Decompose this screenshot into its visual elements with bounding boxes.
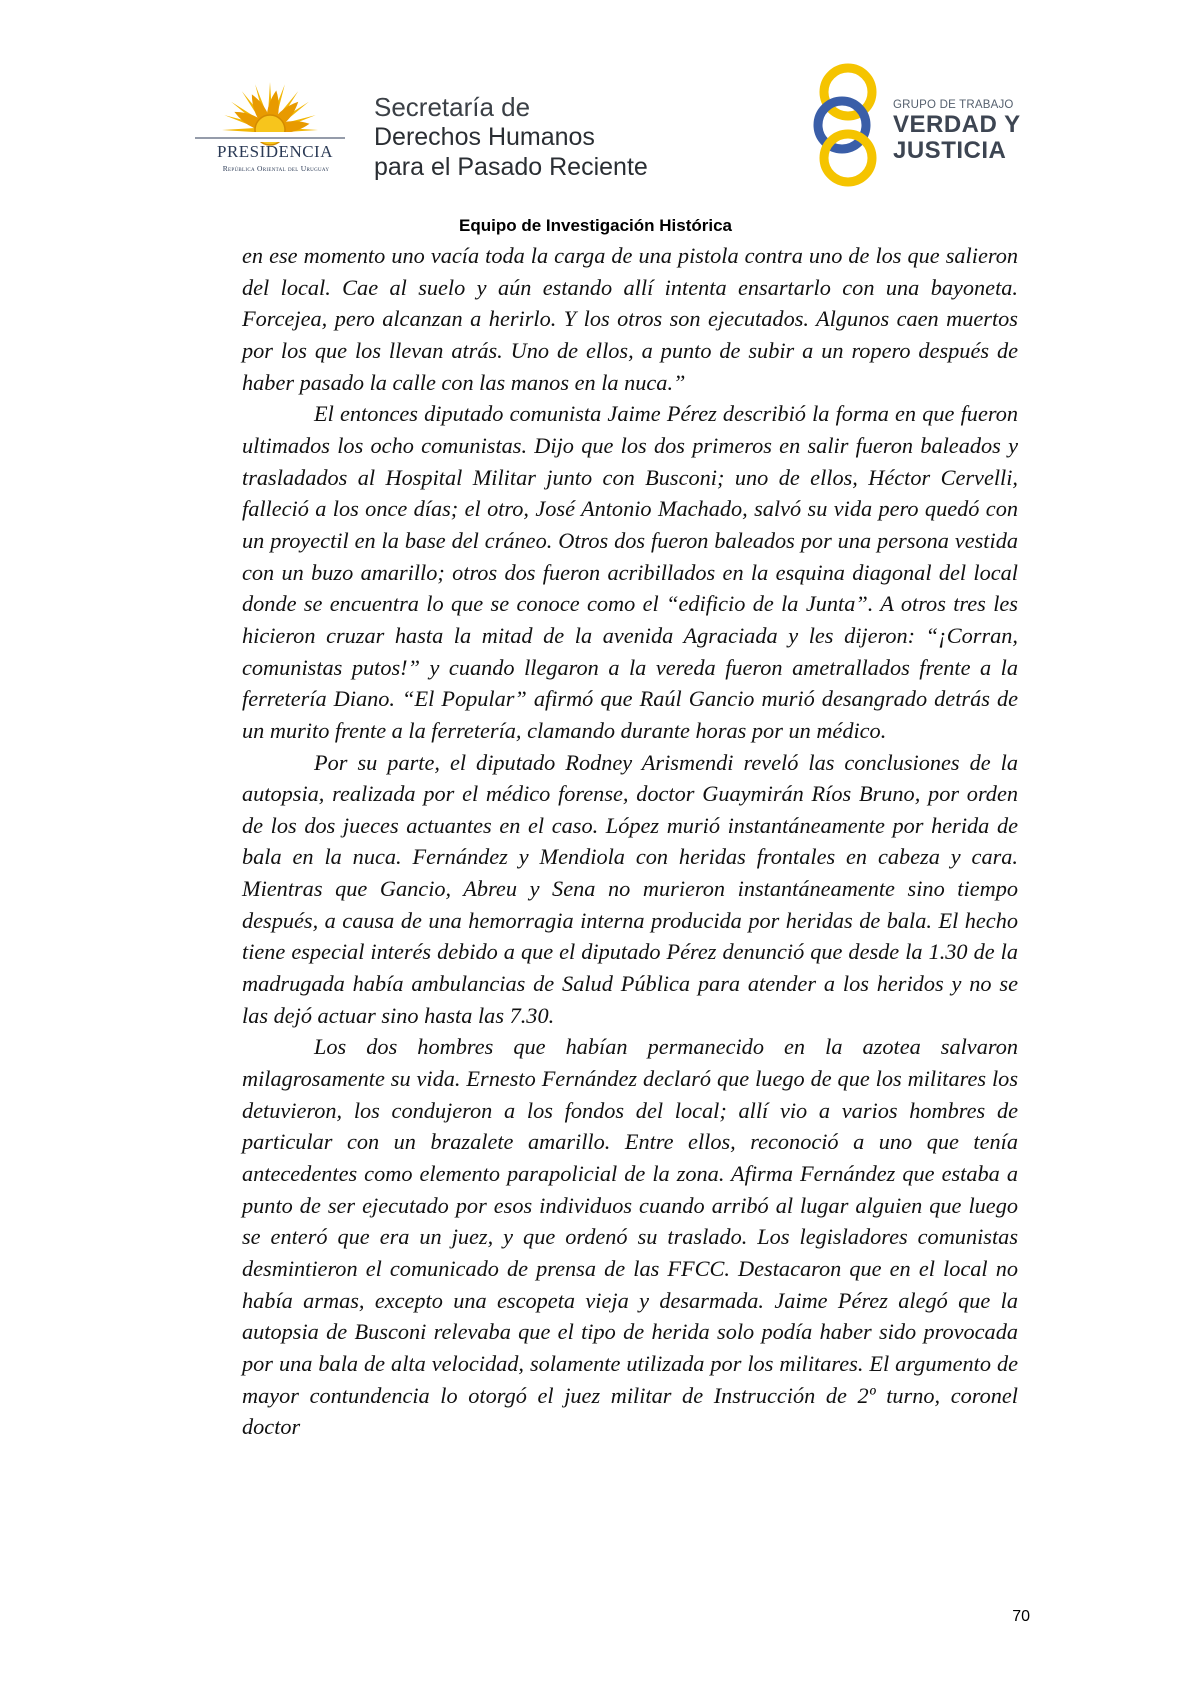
presidencia-name: PRESIDENCIA [216,142,333,161]
paragraph: Los dos hombres que habían permanecido en la azotea salvaron milagrosamente su vida. Ernesto Fernández declaró que luego de que los militares los detuvieron, los condujeron a los fondos del local; allí vio a varios hombres de particular con un brazalete amarillo. Entre ellos, reconoció a uno que tenía antecedentes como elemento parapolicial de la zona. Afirma Fernández que estaba a punto de ser ejecutado por esos individuos cuando arribó al lugar alguien que luego se enteró que era un juez, y que ordenó su traslado. Los legisladores comunistas desmintieron el comunicado de prensa de las FFCC. Destacaron que en el local no había armas, excepto una escopeta vieja y desarmada. Jaime Pérez alegó que la autopsia de Busconi relevaba que el tipo de herida solo podía haber sido provocada por una bala de alta velocidad, solamente utilizada por los militares. El argumento de mayor contundencia lo otorgó el juez militar de Instrucción de 2º turno, coronel doctor [242,1034,1018,1440]
document-body [242,240,1018,1443]
grupo-line-2: VERDAD Y [893,111,1021,138]
grupo-title [893,98,1021,164]
secretaria-line-1: Secretaría de [374,92,531,122]
paragraph: El entonces diputado comunista Jaime Pérez describió la forma en que fueron ultimados los ocho comunistas. Dijo que los dos primeros en salir fueron baleados y trasladados al Hospital Militar junto con Busconi; uno de ellos, Héctor Cervelli, falleció a los once días; el otro, José Antonio Machado, salvó su vida pero quedó con un proyectil en la base del cráneo. Otros dos fueron baleados por una persona vestida con un buzo amarillo; otros dos fueron acribillados en la esquina diagonal del local donde se encuentra lo que se conoce como el “edificio de la Junta”. A otros tres les hicieron cruzar hasta la mitad de la avenida Agraciada y les dijeron: “¡Corran, comunistas putos!” y cuando llegaron a la vereda fueron ametrallados frente a la ferretería Diano. “El Popular” afirmó que Raúl Gancio murió desangrado detrás de un murito frente a la ferretería, clamando durante horas por un médico. [242,401,1018,743]
paragraph: Por su parte, el diputado Rodney Arismendi reveló las conclusiones de la autopsia, realizada por el médico forense, doctor Guaymirán Ríos Bruno, por orden de los dos jueces actuantes en el caso. López murió instantáneamente por herida de bala en la nuca. Fernández y Mendiola con heridas frontales en cabeza y cara. Mientras que Gancio, Abreu y Sena no murieron instantáneamente sino tiempo después, a causa de una hemorragia interna producida por heridas de bala. El hecho tiene especial interés debido a que el diputado Pérez denunció que desde la 1.30 de la madrugada había ambulancias de Salud Pública para atender a los heridos y no se las dejó actuar sino hasta las 7.30. [242,749,1018,1028]
paragraph: en ese momento uno vacía toda la carga de una pistola contra uno de los que salieron del local. Cae al suelo y aún estando allí intenta ensartarlo con una bayoneta. Forcejea, pero alcanzan a herirlo. Y los otros son ejecutados. Algunos caen muertos por los que los llevan atrás. Uno de ellos, a punto de subir a un ropero después de haber pasado la calle con las manos en la nuca.” [242,243,1018,395]
grupo-line-1: GRUPO DE TRABAJO [893,99,1014,111]
linked-rings-icon [808,62,888,188]
grupo-line-3: JUSTICIA [893,137,1007,164]
team-title: Equipo de Investigación Histórica [459,216,732,235]
secretaria-line-3: para el Pasado Reciente [374,153,648,181]
presidencia-subtitle: República Oriental del Uruguay [222,164,330,173]
secretaria-title [374,92,648,182]
page-number: 70 [1012,1608,1030,1625]
secretaria-line-2: Derechos Humanos [374,123,595,151]
